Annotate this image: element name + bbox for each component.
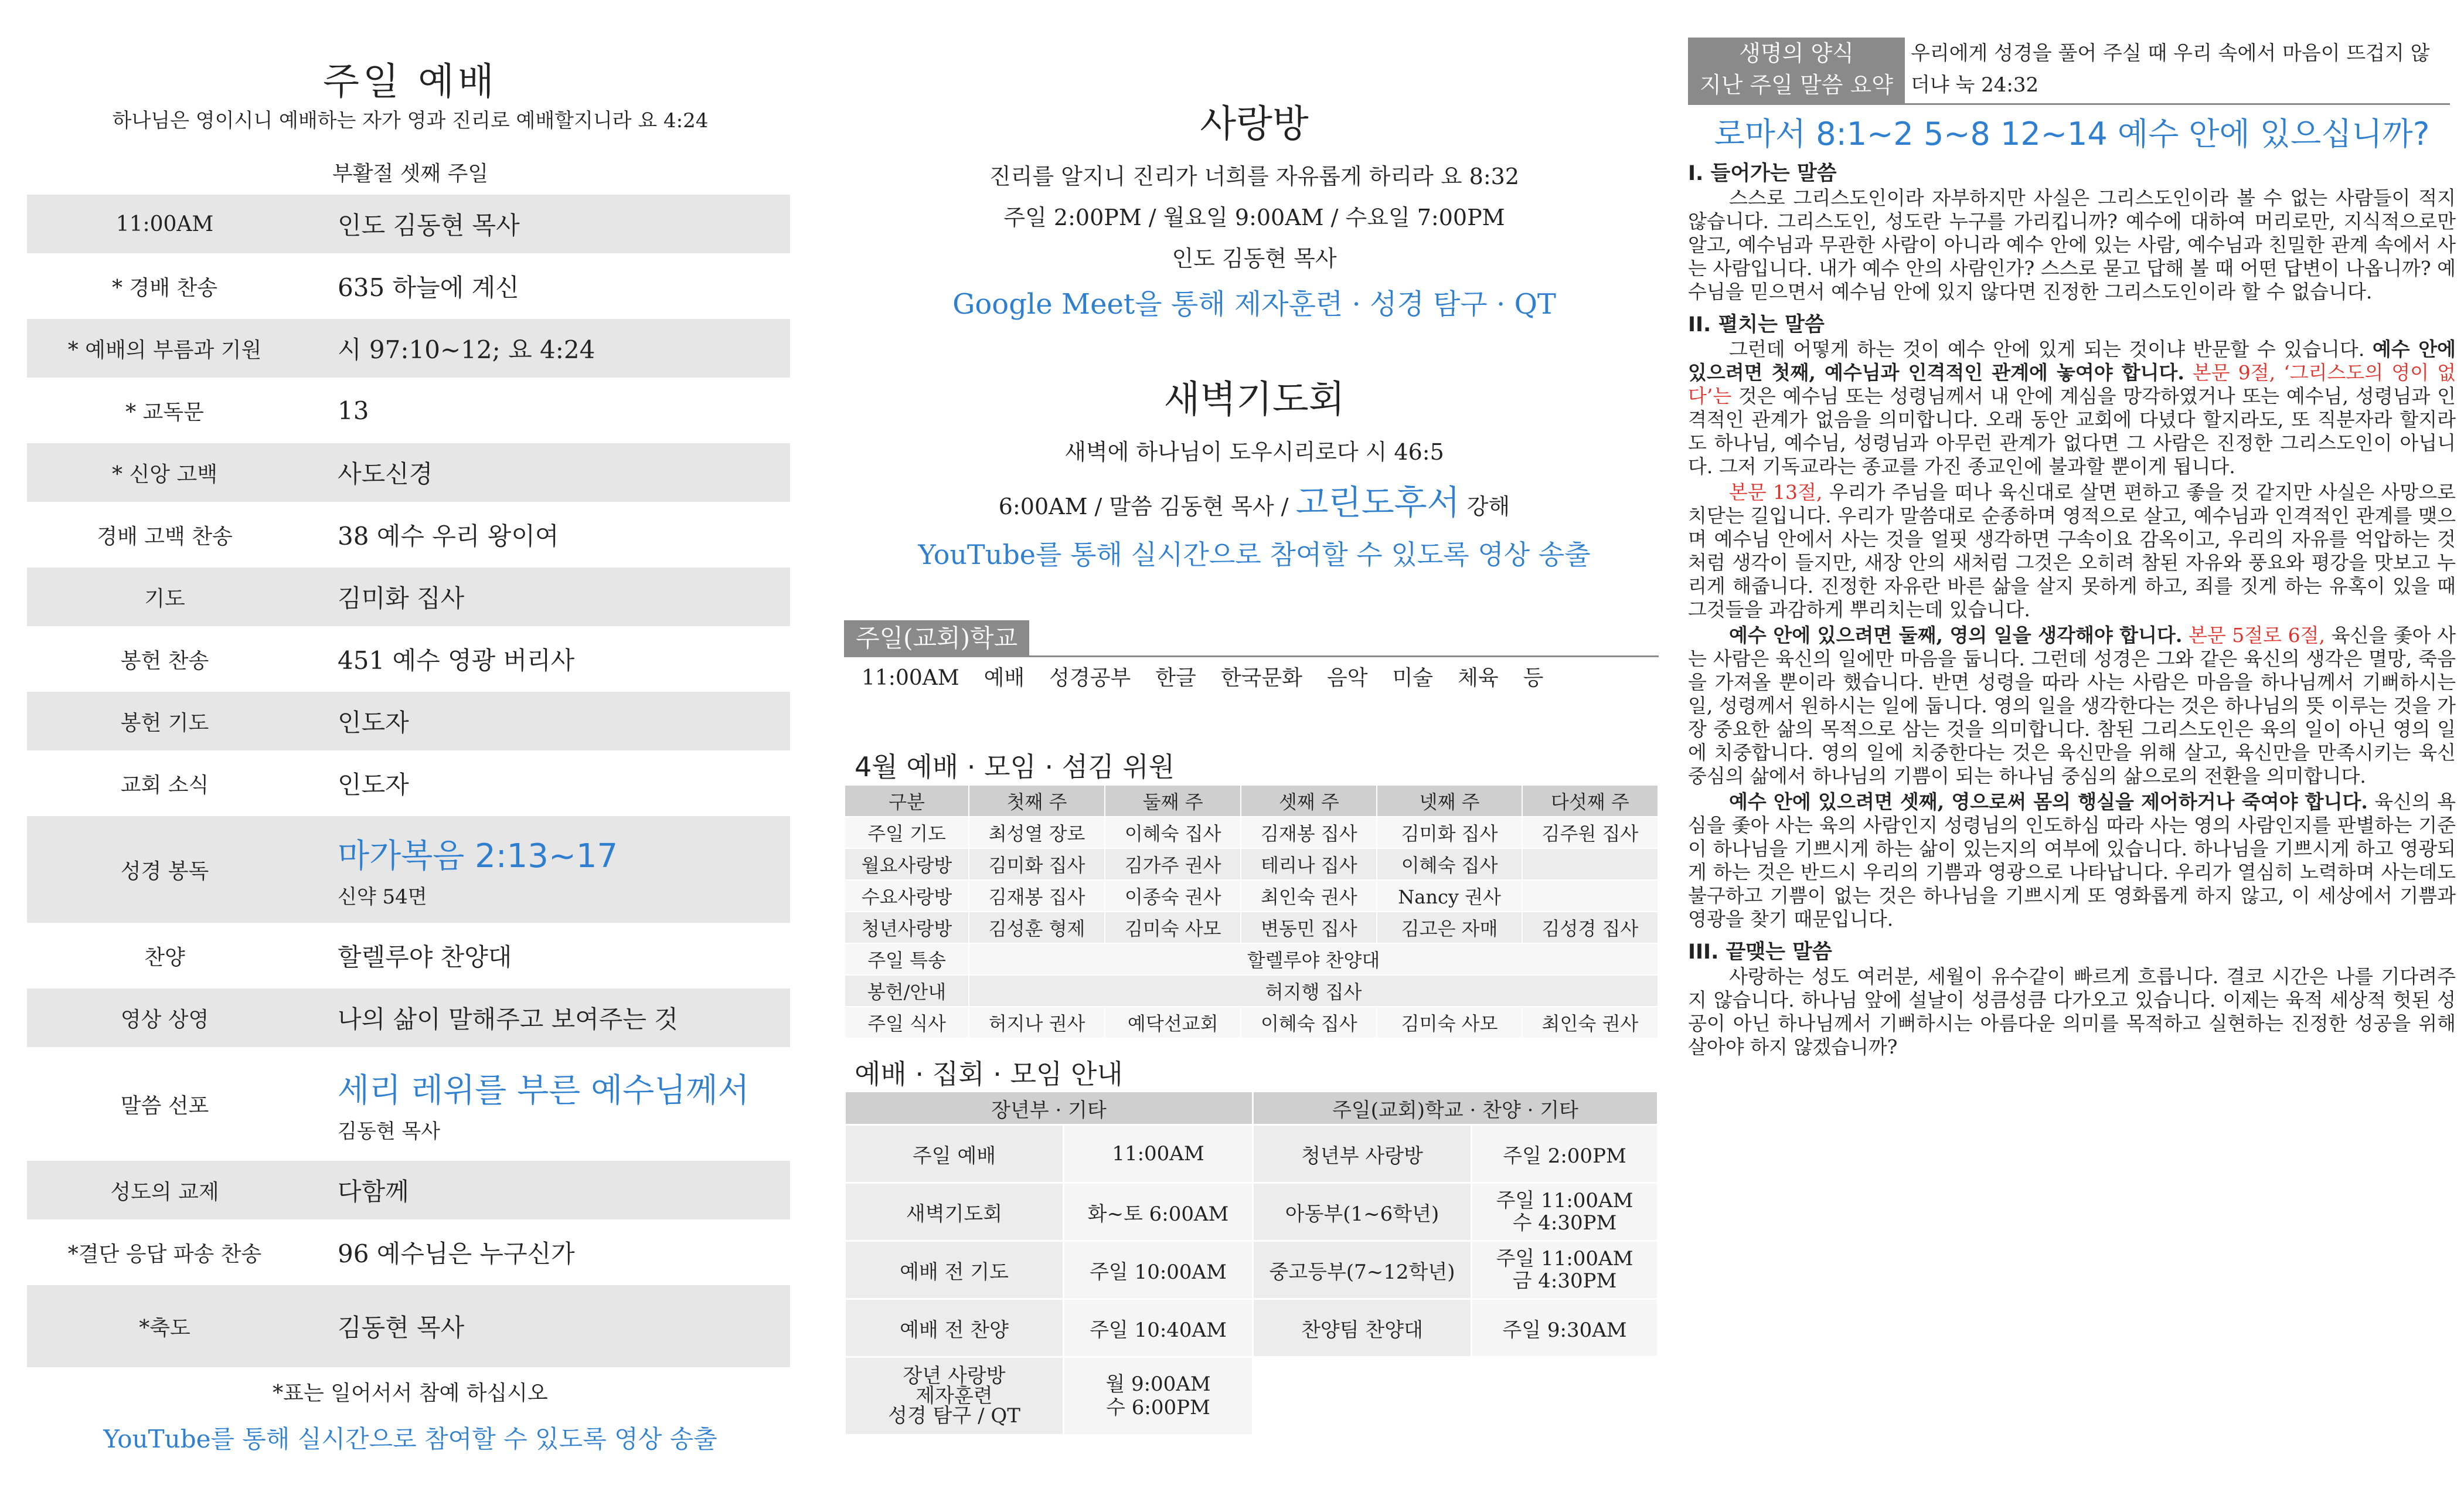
order-row — [27, 319, 790, 378]
order-row — [27, 443, 790, 502]
table-cell: 새벽기도회 — [845, 1183, 1064, 1241]
sermon-verse: 우리에게 성경을 풀어 주실 때 우리 속에서 마음이 뜨겁지 않더냐 눅 24:32 — [1911, 42, 2430, 97]
table-cell: 최인숙 권사 — [1241, 880, 1377, 912]
paragraph: 본문 13절, 우리가 주님을 떠나 육신대로 살면 편하고 좋을 것 같지만 사실은 사망으로 치닫는 길입니다. 우리가 말씀대로 순종하며 영적으로 살고, 예수님과 인격적인 관계를 맺으며 예수님 안에서 사는 것을 얼핏 생각하면 구속이요 감옥이고, 우리의 자유를 억압하는 것처럼 생각이 들지만, 새장 안의 새처럼 그것은 오히려 참된 자유와 풍요와 평강을 맛보고 누리게 해줍니다. 진정한 자유란 바른 삶을 살지 못하게 하고, 죄를 짓게 하는 유혹이 있을 때 그것들을 과감하게 뿌리치는데 있습니다. — [1688, 481, 2456, 621]
table-cell: 11:00AM — [1064, 1125, 1253, 1183]
table-cell — [1522, 848, 1658, 880]
order-label: 기도 — [144, 586, 185, 611]
table-cell: 허지나 권사 — [969, 1007, 1105, 1038]
table-cell: 테리나 집사 — [1241, 848, 1377, 880]
sermon-body — [1688, 152, 2456, 1061]
table-cell: 김미화 집사 — [1377, 817, 1522, 848]
order-value: 인도 김동현 목사 — [338, 211, 520, 240]
sermon-title: 세리 레위를 부른 예수님께서 — [338, 1071, 750, 1110]
order-value: 635 하늘에 계신 — [338, 273, 519, 302]
divider — [844, 655, 1659, 657]
table-cell: 김성훈 형제 — [969, 912, 1105, 943]
header-cell: 구분 — [845, 785, 969, 817]
order-row — [27, 505, 790, 564]
school-item: 한글 — [1155, 666, 1196, 690]
table-cell: 아동부(1~6학년) — [1253, 1183, 1472, 1241]
table-row — [845, 1299, 1658, 1357]
table-cell — [1522, 880, 1658, 912]
dawn-verse: 새벽에 하나님이 도우시리로다 시 46:5 — [1064, 439, 1444, 465]
school-item: 체육 — [1458, 666, 1499, 690]
guide-title: 예배 · 집회 · 모임 안내 — [855, 1058, 1123, 1090]
table-header-row — [845, 1092, 1658, 1125]
scripture-reading: 마가복음 2:13~17 — [338, 837, 618, 875]
dawn-info — [844, 475, 1665, 524]
table-cell: 이종숙 권사 — [1105, 880, 1241, 912]
sarang-title: 사랑방 — [1200, 103, 1309, 146]
worship-verse: 하나님은 영이시니 예배하는 자가 영과 진리로 예배할지니라 요 4:24 — [112, 109, 709, 132]
header-cell: 첫째 주 — [969, 785, 1105, 817]
table-cell: 주일 10:40AM — [1064, 1299, 1253, 1357]
order-row — [27, 1223, 790, 1282]
dawn-youtube: YouTube를 통해 실시간으로 참여할 수 있도록 영상 송출 — [918, 539, 1591, 570]
table-header-row — [845, 785, 1658, 817]
order-label: * 예배의 부름과 기원 — [67, 338, 262, 362]
school-item: 예배 — [983, 666, 1025, 690]
table-cell: 중고등부(7~12학년) — [1253, 1241, 1472, 1299]
school-item: 음악 — [1326, 666, 1368, 690]
school-item: 성경공부 — [1049, 666, 1131, 690]
table-cell: 찬양팀 찬양대 — [1253, 1299, 1472, 1357]
paragraph: 사랑하는 성도 여러분, 세월이 유수같이 빠르게 흐릅니다. 결코 시간은 나를 기다려주지 않습니다. 하나님 앞에 설날이 성큼성큼 다가오고 있습니다. 이제는 육적 세상적 헛된 성공이 아닌 하나님께서 기뻐하시는 아름다운 의미를 목적하고 실현하는 진정한 성공을 위해 살아야 하지 않겠습니까? — [1688, 965, 2456, 1058]
table-cell: 김미숙 사모 — [1105, 912, 1241, 943]
sarang-verse: 진리를 알지니 진리가 너희를 자유롭게 하리라 요 8:32 — [989, 164, 1520, 189]
order-row — [27, 692, 790, 750]
paragraph: 스스로 그리스도인이라 자부하지만 사실은 그리스도인이라 볼 수 없는 사람들이 적지 않습니다. 그리스도인, 성도란 누구를 가리킵니까? 예수에 대하여 머리로만, 지식적으로만 알고, 예수님과 무관한 사람이 아니라 예수 안에 있는 사람, 예수님과 친밀한 관계 속에서 사는 사람입니다. 내가 예수 안의 사람인가? 스스로 묻고 답해 볼 때 어떤 답변이 나옵니까? 예수님을 믿으면서 예수님 안에 있지 않다면 진정한 그리스도인이라 할 수 없습니다. — [1688, 186, 2456, 303]
order-label: 말씀 선포 — [120, 1093, 209, 1118]
table-cell: 화~토 6:00AM — [1064, 1183, 1253, 1241]
order-value: 할렐루야 찬양대 — [338, 943, 512, 971]
order-value: 38 예수 우리 왕이여 — [338, 522, 559, 551]
order-label: 성경 봉독 — [120, 859, 209, 884]
order-row — [27, 568, 790, 626]
order-label: *결단 응답 파송 찬송 — [67, 1242, 262, 1266]
table-cell: 허지행 집사 — [969, 975, 1658, 1007]
order-label: 11:00AM — [115, 212, 214, 236]
table-cell: 주일 예배 — [845, 1125, 1064, 1183]
order-label: 찬양 — [144, 945, 185, 970]
school-item: 11:00AM — [862, 666, 959, 690]
order-row — [27, 1285, 790, 1367]
table-cell: 김고은 자매 — [1377, 912, 1522, 943]
paragraph: 그런데 어떻게 하는 것이 예수 안에 있게 되는 것이냐 반문할 수 있습니다. 예수 안에 있으려면 첫째, 예수님과 인격적인 관계에 놓여야 합니다. 본문 9절, ‘그리스도의 영이 없다’는 것은 예수님 또는 성령님께서 내 안에 계심을 망각하였거나 또는 예수님, 성령님과 인격적인 관계가 없음을 의미합니다. 오래 동안 교회에 다녔다 할지라도, 또 직분자라 할지라도 하나님, 예수님, 성령님과 아무런 관계가 없다면 그 사람은 진정한 그리스도인이 아닙니다. 그저 기독교라는 종교를 가진 종교인에 불과할 뿐이게 됩니다. — [1688, 338, 2456, 478]
order-value: 김미화 집사 — [338, 584, 465, 613]
school-item: 한국문화 — [1220, 666, 1302, 690]
table-row — [845, 1241, 1658, 1299]
duty-table — [844, 784, 1659, 1039]
order-value: 451 예수 영광 버리사 — [338, 646, 575, 675]
header-cell: 장년부 · 기타 — [845, 1092, 1253, 1125]
order-value: 사도신경 — [338, 460, 433, 488]
youtube-notice: YouTube를 통해 실시간으로 참여할 수 있도록 영상 송출 — [103, 1425, 717, 1453]
table-cell: 최인숙 권사 — [1522, 1007, 1658, 1038]
table-cell: 장년 사랑방 제자훈련 성경 탐구 / QT — [845, 1357, 1064, 1435]
order-label: 봉헌 찬송 — [120, 648, 209, 673]
divider — [1688, 103, 2450, 105]
order-row — [27, 988, 790, 1047]
order-row — [27, 257, 790, 315]
order-label: 경배 고백 찬송 — [97, 524, 233, 549]
table-cell: 변동민 집사 — [1241, 912, 1377, 943]
table-cell: 주일 특송 — [845, 943, 969, 975]
guide-table — [844, 1090, 1659, 1436]
table-row — [845, 1007, 1658, 1038]
order-value: 시 97:10~12; 요 4:24 — [338, 335, 595, 364]
paragraph: 예수 안에 있으려면 셋째, 영으로써 몸의 행실을 제어하거나 죽여야 합니다. 육신의 욕심을 좇아 사는 육의 사람인지 성령님의 인도하심 따라 사는 영의 사람인지를 판별하는 기준이 하나님을 기쁘시게 하는 삶이 있는지의 여부에 있습니다. 하나님을 기쁘시게 하고 영광되게 하는 것은 반드시 우리의 기쁨과 영광으로 나타납니다. 우리가 열심히 노력하며 사는데도 불구하고 기쁨이 없는 것은 하나님을 기쁘시게 또 영화롭게 하지 않고, 이 세상에서 기쁨과 영광을 찾기 때문입니다. — [1688, 790, 2456, 930]
table-row — [845, 912, 1658, 943]
order-row — [27, 1161, 790, 1219]
table-cell: 예닥선교회 — [1105, 1007, 1241, 1038]
table-cell: 청년부 사랑방 — [1253, 1125, 1472, 1183]
table-cell: 주일 기도 — [845, 817, 969, 848]
order-label: 영상 상영 — [120, 1007, 209, 1032]
sarang-online: Google Meet을 통해 제자훈련 · 성경 탐구 · QT — [952, 288, 1556, 321]
scripture-page: 신약 54면 — [338, 885, 427, 909]
table-cell: 김성경 집사 — [1522, 912, 1658, 943]
dawn-title: 새벽기도회 — [1163, 378, 1345, 422]
order-label: 성도의 교제 — [110, 1180, 219, 1204]
table-cell: 김가주 권사 — [1105, 848, 1241, 880]
table-cell: Nancy 권사 — [1377, 880, 1522, 912]
table-cell: 김미숙 사모 — [1377, 1007, 1522, 1038]
order-row — [27, 926, 790, 985]
table-row — [845, 1357, 1658, 1435]
order-label: 교회 소식 — [120, 773, 209, 797]
header-cell: 넷째 주 — [1377, 785, 1522, 817]
order-value: 인도자 — [338, 770, 409, 799]
order-value: 96 예수님은 누구신가 — [338, 1239, 575, 1268]
header-cell: 주일(교회)학교 · 찬양 · 기타 — [1253, 1092, 1658, 1125]
order-label: * 교독문 — [125, 400, 204, 424]
table-row — [845, 817, 1658, 848]
school-title: 주일(교회)학교 — [844, 620, 1029, 657]
dawn-line: 6:00AM / 말씀 김동현 목사 / — [998, 494, 1289, 519]
duty-title: 4월 예배 · 모임 · 섬김 위원 — [855, 751, 1175, 783]
header-cell: 둘째 주 — [1105, 785, 1241, 817]
table-cell: 월요사랑방 — [845, 848, 969, 880]
order-row — [27, 381, 790, 440]
sermon-tag — [1688, 38, 1905, 103]
order-value: 나의 삶이 말해주고 보여주는 것 — [338, 1005, 678, 1034]
table-cell: 이혜숙 집사 — [1377, 848, 1522, 880]
table-cell: 김재봉 집사 — [969, 880, 1105, 912]
order-row — [27, 1051, 790, 1157]
sarang-leader: 인도 김동현 목사 — [1172, 246, 1337, 271]
section-heading: II. 펼치는 말씀 — [1688, 313, 1825, 337]
order-label: * 경배 찬송 — [112, 276, 217, 300]
school-item: 등 — [1523, 666, 1544, 690]
table-cell: 봉헌/안내 — [845, 975, 969, 1007]
table-row — [845, 880, 1658, 912]
section-heading: III. 끝맺는 말씀 — [1688, 940, 1832, 964]
table-cell: 최성열 장로 — [969, 817, 1105, 848]
table-cell: 이혜숙 집사 — [1105, 817, 1241, 848]
table-cell: 예배 전 찬양 — [845, 1299, 1064, 1357]
table-cell: 예배 전 기도 — [845, 1241, 1064, 1299]
order-row — [27, 630, 790, 688]
order-label: 봉헌 기도 — [120, 711, 209, 735]
table-row — [845, 1183, 1658, 1241]
tag-line: 생명의 양식 — [1739, 40, 1854, 66]
standing-note: *표는 일어서서 참예 하십시오 — [273, 1381, 548, 1405]
table-cell: 주일 식사 — [845, 1007, 969, 1038]
table-row — [845, 943, 1658, 975]
header-cell: 다섯째 주 — [1522, 785, 1658, 817]
table-cell: 김미화 집사 — [969, 848, 1105, 880]
table-cell: 주일 9:30AM — [1472, 1299, 1658, 1357]
table-cell: 할렐루야 찬양대 — [969, 943, 1658, 975]
worship-title: 주일 예배 — [323, 60, 498, 104]
order-row — [27, 816, 790, 923]
order-value: 다함께 — [338, 1177, 409, 1206]
table-cell: 김재봉 집사 — [1241, 817, 1377, 848]
paragraph: 예수 안에 있으려면 둘째, 영의 일을 생각해야 합니다. 본문 5절로 6절, 육신을 좇아 사는 사람은 육신의 일에만 마음을 둡니다. 그런데 성경은 그와 같은 육신의 생각은 멸망, 죽음을 가져올 뿐이라 했습니다. 반면 성령을 따라 사는 사람은 마음을 하나님께서 기뻐하시는 일, 성령께서 원하시는 일에 둡니다. 영의 일을 생각한다는 것은 하나님의 뜻 이루는 것을 가장 중요한 삶의 목적으로 삼는 것을 의미합니다. 참된 그리스도인은 육의 일이 아닌 영의 일에 치중합니다. 영의 일에 치중한다는 것은 육신만을 위해 살고, 육신만을 만족시키는 육신 중심의 삶에서 하나님의 기쁨이 되는 하나님 중심의 삶으로의 전환을 의미합니다. — [1688, 624, 2456, 787]
table-row — [845, 1125, 1658, 1183]
worship-subtitle: 부활절 셋째 주일 — [332, 162, 489, 186]
table-cell: 이혜숙 집사 — [1241, 1007, 1377, 1038]
table-cell: 주일 11:00AM 금 4:30PM — [1472, 1241, 1658, 1299]
table-cell: 김주원 집사 — [1522, 817, 1658, 848]
order-row — [27, 195, 790, 253]
order-value: 김동현 목사 — [338, 1313, 465, 1342]
table-cell: 주일 10:00AM — [1064, 1241, 1253, 1299]
table-cell: 월 9:00AM 수 6:00PM — [1064, 1357, 1253, 1435]
table-cell: 수요사랑방 — [845, 880, 969, 912]
section-heading: I. 들어가는 말씀 — [1688, 162, 1837, 185]
tag-line: 지난 주일 말씀 요약 — [1700, 72, 1893, 98]
sarang-times: 주일 2:00PM / 월요일 9:00AM / 수요일 7:00PM — [1003, 205, 1505, 230]
summary-title: 로마서 8:1~2 5~8 12~14 예수 안에 있으십니까? — [1714, 115, 2430, 152]
table-cell: 청년사랑방 — [845, 912, 969, 943]
header-cell: 셋째 주 — [1241, 785, 1377, 817]
table-row — [845, 975, 1658, 1007]
order-value: 인도자 — [338, 708, 409, 737]
dawn-suffix: 강해 — [1466, 494, 1510, 519]
table-cell: 주일 11:00AM 수 4:30PM — [1472, 1183, 1658, 1241]
school-item: 미술 — [1392, 666, 1434, 690]
table-cell: 주일 2:00PM — [1472, 1125, 1658, 1183]
order-row — [27, 754, 790, 813]
school-items — [862, 661, 1568, 691]
order-label: *축도 — [139, 1316, 190, 1340]
preacher: 김동현 목사 — [338, 1119, 441, 1143]
table-row — [845, 848, 1658, 880]
dawn-book: 고린도후서 — [1295, 483, 1460, 522]
order-label: * 신앙 고백 — [112, 462, 217, 487]
order-value: 13 — [338, 396, 369, 425]
